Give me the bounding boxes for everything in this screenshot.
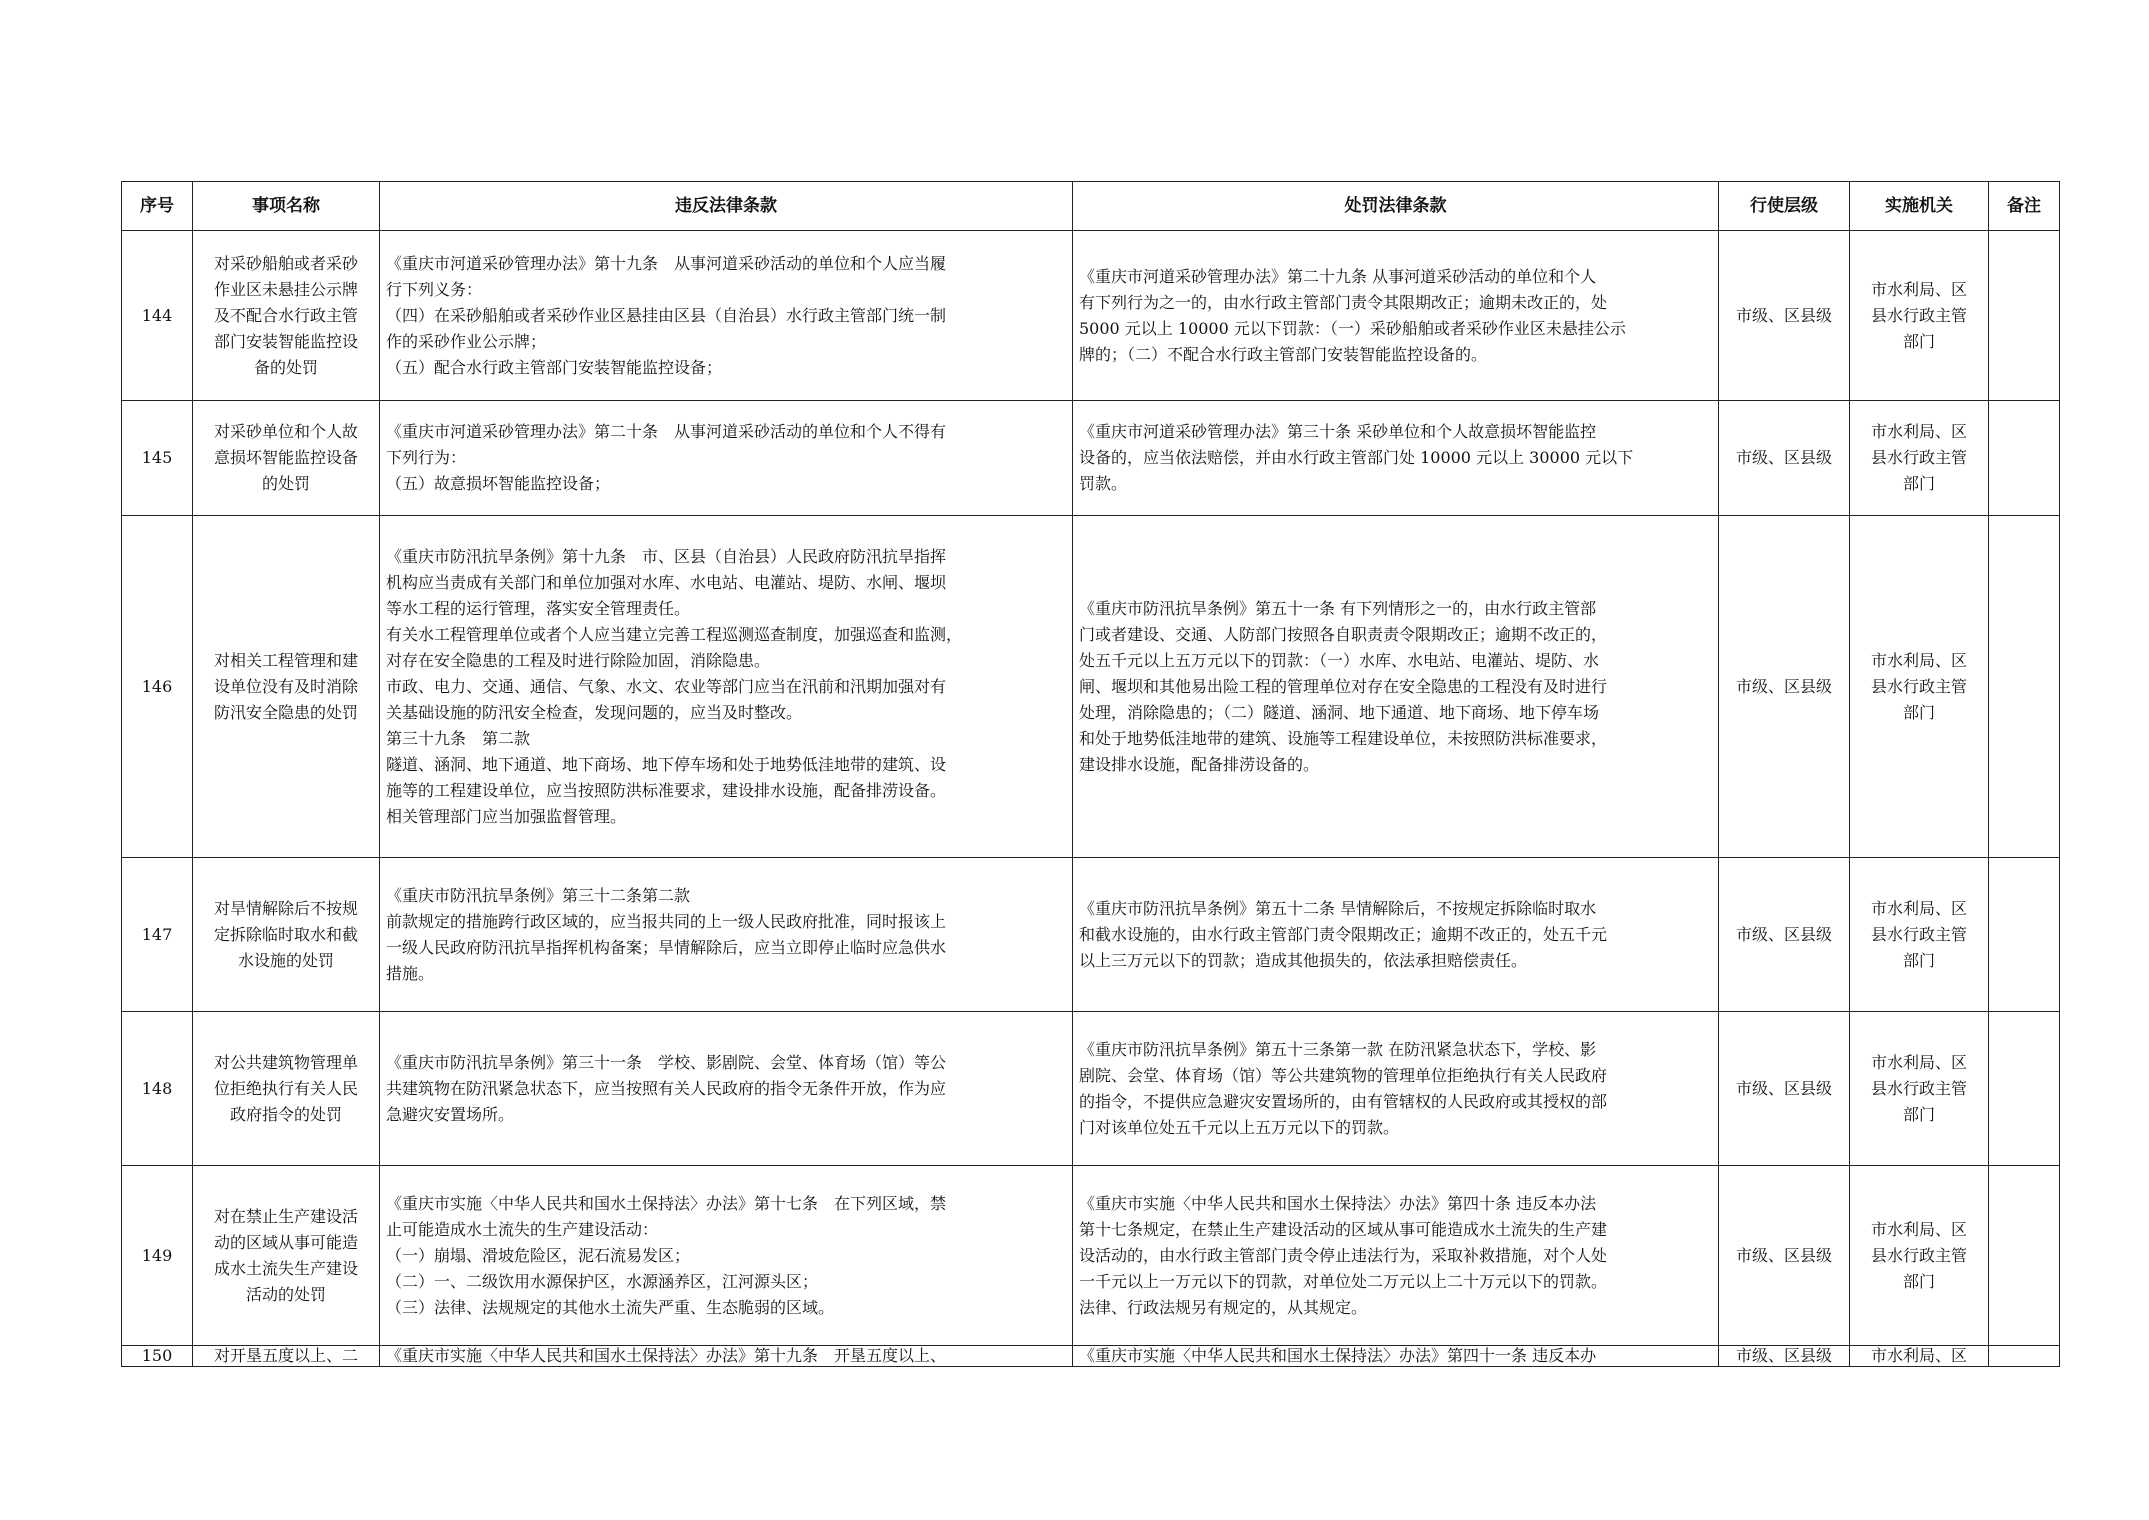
cell-agency	[1850, 1012, 1989, 1166]
cell-level: 市级、区县级	[1719, 1346, 1850, 1367]
cell-remark	[1989, 231, 2060, 401]
violation-text-line: 《重庆市河道采砂管理办法》第十九条 从事河道采砂活动的单位和个人应当履	[386, 253, 947, 273]
header-level: 行使层级	[1719, 182, 1850, 231]
header-violation: 违反法律条款	[380, 182, 1073, 231]
penalty-text-line: 的指令，不提供应急避灾安置场所的，由有管辖权的人民政府或其授权的部	[1079, 1091, 1608, 1111]
cell-penalty	[1073, 1346, 1719, 1367]
penalty-text-line: 和截水设施的，由水行政主管部门责令限期改正；逾期不改正的，处五千元	[1079, 924, 1608, 944]
cell-penalty	[1073, 1166, 1719, 1346]
violation-text-line: 作的采砂作业公示牌；	[386, 331, 547, 351]
cell-no: 149	[122, 1166, 193, 1346]
cell-name	[193, 516, 380, 858]
cell-penalty	[1073, 401, 1719, 516]
penalty-text-line: 设活动的，由水行政主管部门责令停止违法行为，采取补救措施，对个人处	[1079, 1245, 1608, 1265]
cell-level: 市级、区县级	[1719, 858, 1850, 1012]
cell-violation	[380, 231, 1073, 401]
agency-text-line: 部门	[1902, 474, 1935, 493]
name-text-line: 成水土流失生产建设	[213, 1258, 358, 1278]
table-row	[122, 1346, 2060, 1367]
penalty-text-line: 剧院、会堂、体育场（馆）等公共建筑物的管理单位拒绝执行有关人民政府	[1079, 1065, 1608, 1085]
name-text-line: 对旱情解除后不按规	[213, 898, 358, 918]
violation-text-line: 前款规定的措施跨行政区域的，应当报共同的上一级人民政府批准，同时报该上	[386, 911, 947, 931]
cell-remark	[1989, 1346, 2060, 1367]
name-text-line: 意损坏智能监控设备	[213, 448, 358, 467]
penalty-text-line: 闸、堰坝和其他易出险工程的管理单位对存在安全隐患的工程没有及时进行	[1079, 676, 1608, 696]
penalty-text-line: 建设排水设施，配备排涝设备的。	[1079, 754, 1320, 774]
cell-level: 市级、区县级	[1719, 401, 1850, 516]
penalty-text-line: 有下列行为之一的，由水行政主管部门责令其限期改正；逾期未改正的，处	[1079, 292, 1608, 312]
name-text-line: 政府指令的处罚	[229, 1104, 342, 1124]
violation-text-line: 机构应当责成有关部门和单位加强对水库、水电站、电灌站、堤防、水闸、堰坝	[386, 572, 947, 592]
cell-no: 150	[122, 1346, 193, 1367]
violation-text-line: 第三十九条 第二款	[386, 728, 531, 748]
cell-penalty	[1073, 231, 1719, 401]
agency-text-line: 部门	[1902, 1104, 1935, 1124]
cell-violation	[380, 516, 1073, 858]
cell-remark	[1989, 858, 2060, 1012]
agency-text-line: 县水行政主管	[1870, 676, 1967, 696]
violation-text-line: 相关管理部门应当加强监督管理。	[386, 806, 627, 826]
penalty-text-line: 设备的，应当依法赔偿，并由水行政主管部门处 10000 元以上 30000 元以下	[1079, 448, 1634, 467]
penalty-text-line: 以上三万元以下的罚款；造成其他损失的，依法承担赔偿责任。	[1079, 950, 1528, 970]
violation-text-line: 行下列义务：	[386, 279, 483, 299]
violation-text-line: 一级人民政府防汛抗旱指挥机构备案；旱情解除后，应当立即停止临时应急供水	[386, 937, 947, 957]
name-text-line: 对公共建筑物管理单	[213, 1052, 358, 1072]
name-text-line: 对开垦五度以上、二	[213, 1346, 358, 1365]
name-text-line: 防汛安全隐患的处罚	[213, 702, 358, 722]
name-text-line: 对采砂船舶或者采砂	[213, 253, 358, 273]
header-agency: 实施机关	[1850, 182, 1989, 231]
violation-text-line: 急避灾安置场所。	[386, 1104, 515, 1124]
penalty-text-line: 处理，消除隐患的；（二）隧道、涵洞、地下通道、地下商场、地下停车场	[1079, 702, 1600, 722]
penalty-text-line: 《重庆市防汛抗旱条例》第五十二条 旱情解除后，不按规定拆除临时取水	[1079, 898, 1597, 918]
cell-agency	[1850, 858, 1989, 1012]
cell-agency	[1850, 516, 1989, 858]
cell-no: 144	[122, 231, 193, 401]
agency-text-line: 部门	[1902, 331, 1935, 351]
cell-remark	[1989, 401, 2060, 516]
agency-text-line: 市水利局、区	[1870, 898, 1967, 918]
penalty-text-line: 5000 元以上 10000 元以下罚款：（一）采砂船舶或者采砂作业区未悬挂公示	[1079, 318, 1626, 338]
agency-text-line: 部门	[1902, 950, 1935, 970]
table-row	[122, 1166, 2060, 1346]
name-text-line: 及不配合水行政主管	[213, 305, 358, 325]
agency-text-line: 部门	[1902, 1271, 1935, 1291]
cell-violation	[380, 401, 1073, 516]
cell-remark	[1989, 1012, 2060, 1166]
cell-no: 145	[122, 401, 193, 516]
table-row	[122, 858, 2060, 1012]
name-text-line: 对在禁止生产建设活	[213, 1206, 358, 1226]
agency-text-line: 市水利局、区	[1870, 1219, 1967, 1239]
penalty-items-table	[121, 181, 2060, 1367]
cell-level: 市级、区县级	[1719, 1012, 1850, 1166]
cell-penalty	[1073, 858, 1719, 1012]
violation-text-line: 《重庆市防汛抗旱条例》第三十一条 学校、影剧院、会堂、体育场（馆）等公	[386, 1052, 947, 1072]
name-text-line: 设单位没有及时消除	[213, 676, 358, 696]
cell-violation	[380, 1346, 1073, 1367]
violation-text-line: 《重庆市实施〈中华人民共和国水土保持法〉办法》第十七条 在下列区域，禁	[386, 1193, 947, 1213]
penalty-text-line: 和处于地势低洼地带的建筑、设施等工程建设单位，未按照防洪标准要求，	[1079, 728, 1608, 748]
agency-text-line: 市水利局、区	[1870, 1346, 1967, 1365]
penalty-text-line: 罚款。	[1079, 474, 1128, 493]
header-remark: 备注	[1989, 182, 2060, 231]
violation-text-line: 施等的工程建设单位，应当按照防洪标准要求，建设排水设施，配备排涝设备。	[386, 780, 947, 800]
agency-text-line: 县水行政主管	[1870, 448, 1967, 467]
violation-text-line: 对存在安全隐患的工程及时进行除险加固，消除隐患。	[386, 650, 771, 670]
table-row	[122, 516, 2060, 858]
cell-no: 148	[122, 1012, 193, 1166]
cell-agency	[1850, 401, 1989, 516]
name-text-line: 水设施的处罚	[237, 950, 334, 970]
cell-penalty	[1073, 1012, 1719, 1166]
cell-remark	[1989, 1166, 2060, 1346]
header-row	[122, 182, 2060, 231]
violation-text-line: （五）故意损坏智能监控设备；	[386, 474, 611, 493]
agency-text-line: 县水行政主管	[1870, 924, 1967, 944]
penalty-text-line: 处五千元以上五万元以下的罚款：（一）水库、水电站、电灌站、堤防、水	[1079, 650, 1600, 670]
name-text-line: 活动的处罚	[245, 1284, 326, 1304]
cell-no: 146	[122, 516, 193, 858]
cell-agency	[1850, 1166, 1989, 1346]
penalty-text-line: 门对该单位处五千元以上五万元以下的罚款。	[1079, 1117, 1400, 1137]
name-text-line: 对采砂单位和个人故	[213, 422, 358, 441]
penalty-text-line: 门或者建设、交通、人防部门按照各自职责责令限期改正；逾期不改正的，	[1079, 624, 1608, 644]
violation-text-line: 关基础设施的防汛安全检查，发现问题的，应当及时整改。	[386, 702, 803, 722]
header-penalty: 处罚法律条款	[1073, 182, 1719, 231]
table-body	[122, 231, 2060, 1367]
cell-violation	[380, 1012, 1073, 1166]
violation-text-line: 下列行为：	[386, 448, 467, 467]
violation-text-line: 措施。	[386, 963, 435, 983]
violation-text-line: （五）配合水行政主管部门安装智能监控设备；	[386, 357, 723, 377]
violation-text-line: 《重庆市河道采砂管理办法》第二十条 从事河道采砂活动的单位和个人不得有	[386, 422, 947, 441]
violation-text-line: 共建筑物在防汛紧急状态下，应当按照有关人民政府的指令无条件开放，作为应	[386, 1078, 947, 1098]
agency-text-line: 部门	[1902, 702, 1935, 722]
violation-text-line: 《重庆市防汛抗旱条例》第三十二条第二款	[386, 885, 691, 905]
cell-level: 市级、区县级	[1719, 231, 1850, 401]
penalty-text-line: 《重庆市防汛抗旱条例》第五十三条第一款 在防汛紧急状态下，学校、影	[1079, 1039, 1597, 1059]
agency-text-line: 市水利局、区	[1870, 1052, 1967, 1072]
name-text-line: 位拒绝执行有关人民	[213, 1078, 358, 1098]
name-text-line: 部门安装智能监控设	[213, 331, 358, 351]
name-text-line: 动的区域从事可能造	[213, 1232, 358, 1252]
cell-name	[193, 401, 380, 516]
violation-text-line: 《重庆市防汛抗旱条例》第十九条 市、区县（自治县）人民政府防汛抗旱指挥	[386, 546, 947, 566]
penalty-text-line: 一千元以上一万元以下的罚款，对单位处二万元以上二十万元以下的罚款。	[1079, 1271, 1608, 1291]
violation-text-line: 《重庆市实施〈中华人民共和国水土保持法〉办法》第十九条 开垦五度以上、	[386, 1346, 947, 1365]
penalty-text-line: 《重庆市河道采砂管理办法》第二十九条 从事河道采砂活动的单位和个人	[1079, 266, 1597, 286]
cell-remark	[1989, 516, 2060, 858]
penalty-text-line: 《重庆市实施〈中华人民共和国水土保持法〉办法》第四十一条 违反本办	[1079, 1346, 1597, 1365]
name-text-line: 备的处罚	[253, 357, 318, 377]
agency-text-line: 市水利局、区	[1870, 650, 1967, 670]
table-row	[122, 1012, 2060, 1166]
penalty-text-line: 第十七条规定，在禁止生产建设活动的区域从事可能造成水土流失的生产建	[1079, 1219, 1608, 1239]
violation-text-line: 市政、电力、交通、通信、气象、水文、农业等部门应当在汛前和汛期加强对有	[386, 676, 947, 696]
penalty-text-line: 法律、行政法规另有规定的，从其规定。	[1079, 1297, 1368, 1317]
violation-text-line: 等水工程的运行管理，落实安全管理责任。	[386, 598, 691, 618]
cell-penalty	[1073, 516, 1719, 858]
cell-violation	[380, 1166, 1073, 1346]
header-no: 序号	[122, 182, 193, 231]
cell-level: 市级、区县级	[1719, 1166, 1850, 1346]
header-name: 事项名称	[193, 182, 380, 231]
violation-text-line: （一）崩塌、滑坡危险区，泥石流易发区；	[386, 1245, 691, 1265]
cell-level: 市级、区县级	[1719, 516, 1850, 858]
name-text-line: 对相关工程管理和建	[213, 650, 358, 670]
cell-agency	[1850, 1346, 1989, 1367]
cell-name	[193, 1012, 380, 1166]
name-text-line: 作业区未悬挂公示牌	[213, 279, 358, 299]
cell-name	[193, 858, 380, 1012]
agency-text-line: 县水行政主管	[1870, 1245, 1967, 1265]
penalty-text-line: 牌的；（二）不配合水行政主管部门安装智能监控设备的。	[1079, 344, 1488, 364]
violation-text-line: （二）一、二级饮用水源保护区，水源涵养区，江河源头区；	[386, 1271, 819, 1291]
name-text-line: 定拆除临时取水和截	[213, 924, 358, 944]
agency-text-line: 市水利局、区	[1870, 422, 1967, 441]
cell-name	[193, 231, 380, 401]
agency-text-line: 市水利局、区	[1870, 279, 1967, 299]
cell-name	[193, 1166, 380, 1346]
penalty-text-line: 《重庆市河道采砂管理办法》第三十条 采砂单位和个人故意损坏智能监控	[1079, 422, 1597, 441]
penalty-text-line: 《重庆市实施〈中华人民共和国水土保持法〉办法》第四十条 违反本办法	[1079, 1193, 1597, 1213]
table-row	[122, 231, 2060, 401]
cell-no: 147	[122, 858, 193, 1012]
agency-text-line: 县水行政主管	[1870, 1078, 1967, 1098]
violation-text-line: 有关水工程管理单位或者个人应当建立完善工程巡测巡查制度，加强巡查和监测，	[386, 624, 963, 644]
violation-text-line: （三）法律、法规规定的其他水土流失严重、生态脆弱的区域。	[386, 1297, 835, 1317]
penalty-text-line: 《重庆市防汛抗旱条例》第五十一条 有下列情形之一的，由水行政主管部	[1079, 598, 1597, 618]
cell-agency	[1850, 231, 1989, 401]
cell-name	[193, 1346, 380, 1367]
table-row	[122, 401, 2060, 516]
name-text-line: 的处罚	[261, 474, 310, 493]
violation-text-line: 止可能造成水土流失的生产建设活动：	[386, 1219, 659, 1239]
agency-text-line: 县水行政主管	[1870, 305, 1967, 325]
violation-text-line: （四）在采砂船舶或者采砂作业区悬挂由区县（自治县）水行政主管部门统一制	[386, 305, 947, 325]
cell-violation	[380, 858, 1073, 1012]
violation-text-line: 隧道、涵洞、地下通道、地下商场、地下停车场和处于地势低洼地带的建筑、设	[386, 754, 947, 774]
